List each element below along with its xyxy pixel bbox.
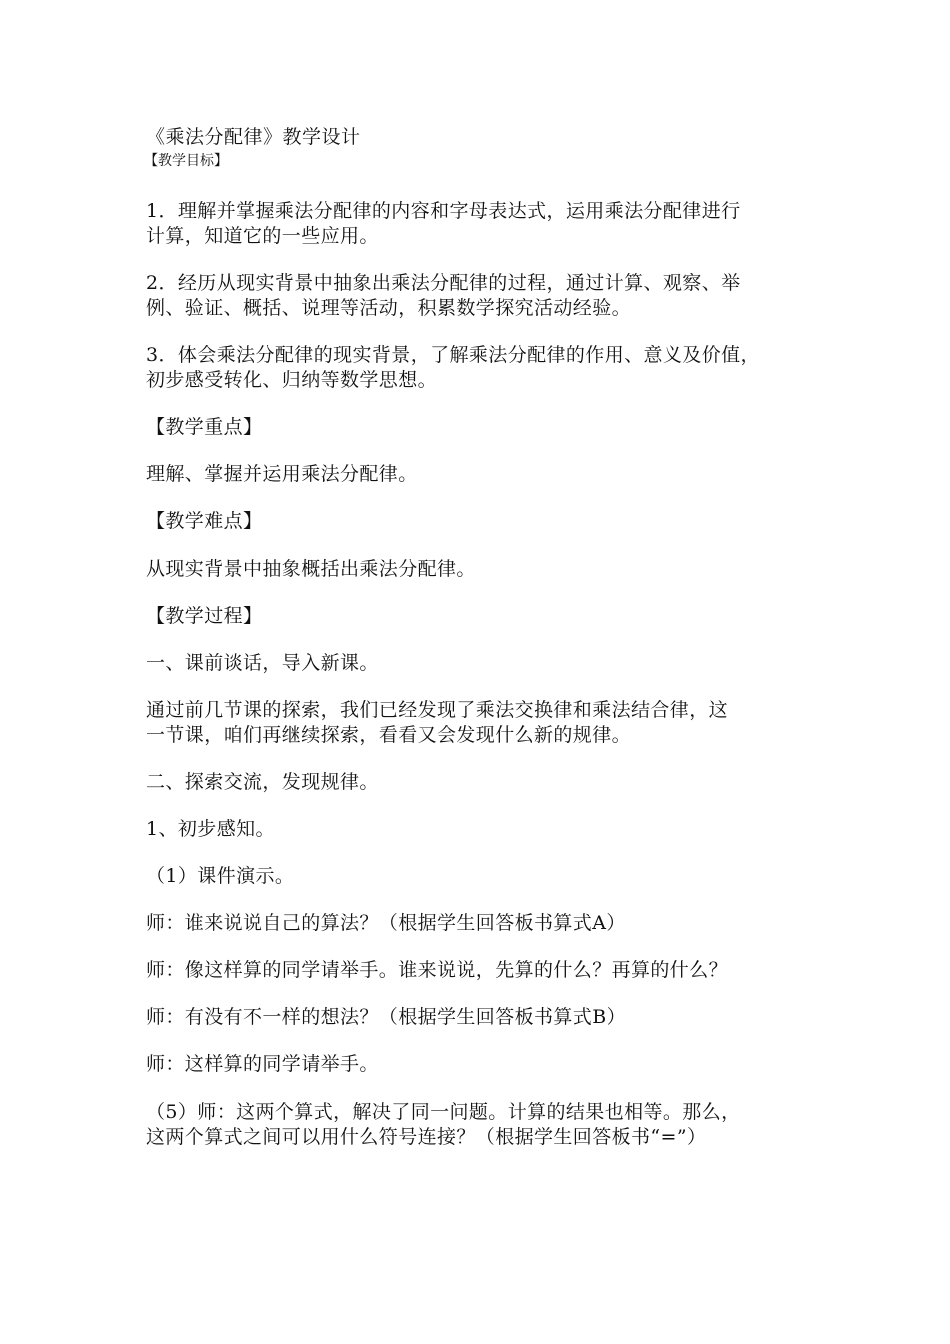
- objective-3-line-2: 初步感受转化、归纳等数学思想。: [146, 369, 438, 391]
- step1-sub1: （1）课件演示。: [146, 865, 295, 887]
- objective-3-line-1: 3．体会乘法分配律的现实背景，了解乘法分配律的作用、意义及价值，: [146, 344, 760, 366]
- objective-2-line-2: 例、验证、概括、说理等活动，积累数学探究活动经验。: [146, 297, 632, 319]
- difficulty-heading: 【教学难点】: [146, 510, 263, 532]
- step1-sub5-paragraph: [146, 1100, 826, 1150]
- dialogue-line-3: 师：有没有不一样的想法？（根据学生回答板书算式B）: [146, 1006, 626, 1028]
- key-point-heading: 【教学重点】: [146, 416, 263, 438]
- objective-item-3: [146, 343, 826, 393]
- section2-title: 二、探索交流，发现规律。: [146, 771, 379, 793]
- dialogue-line-4: 师：这样算的同学请举手。: [146, 1053, 379, 1075]
- document-title: 《乘法分配律》教学设计: [146, 126, 361, 148]
- objective-1-line-2: 计算，知道它的一些应用。: [146, 225, 379, 247]
- process-heading: 【教学过程】: [146, 605, 263, 627]
- difficulty-text: 从现实背景中抽象概括出乘法分配律。: [146, 558, 476, 580]
- objective-item-1: [146, 199, 826, 249]
- objective-1-line-1: 1．理解并掌握乘法分配律的内容和字母表达式，运用乘法分配律进行: [146, 200, 741, 222]
- section1-line-2: 一节课，咱们再继续探索，看看又会发现什么新的规律。: [146, 724, 632, 746]
- objective-item-2: [146, 271, 826, 321]
- section1-title: 一、课前谈话，导入新课。: [146, 652, 379, 674]
- objective-2-line-1: 2．经历从现实背景中抽象出乘法分配律的过程，通过计算、观察、举: [146, 272, 741, 294]
- key-point-text: 理解、掌握并运用乘法分配律。: [146, 463, 418, 485]
- step1-sub5-line-2: 这两个算式之间可以用什么符号连接？（根据学生回答板书“=”）: [146, 1126, 707, 1148]
- step1-title: 1、初步感知。: [146, 818, 275, 840]
- step1-sub5-line-1: （5）师：这两个算式，解决了同一问题。计算的结果也相等。那么，: [146, 1101, 741, 1123]
- dialogue-line-2: 师：像这样算的同学请举手。谁来说说，先算的什么？再算的什么？: [146, 959, 729, 981]
- section1-paragraph: [146, 698, 826, 748]
- objectives-heading: 【教学目标】: [144, 153, 228, 169]
- section1-line-1: 通过前几节课的探索，我们已经发现了乘法交换律和乘法结合律，这: [146, 699, 729, 721]
- dialogue-line-1: 师：谁来说说自己的算法？（根据学生回答板书算式A）: [146, 912, 626, 934]
